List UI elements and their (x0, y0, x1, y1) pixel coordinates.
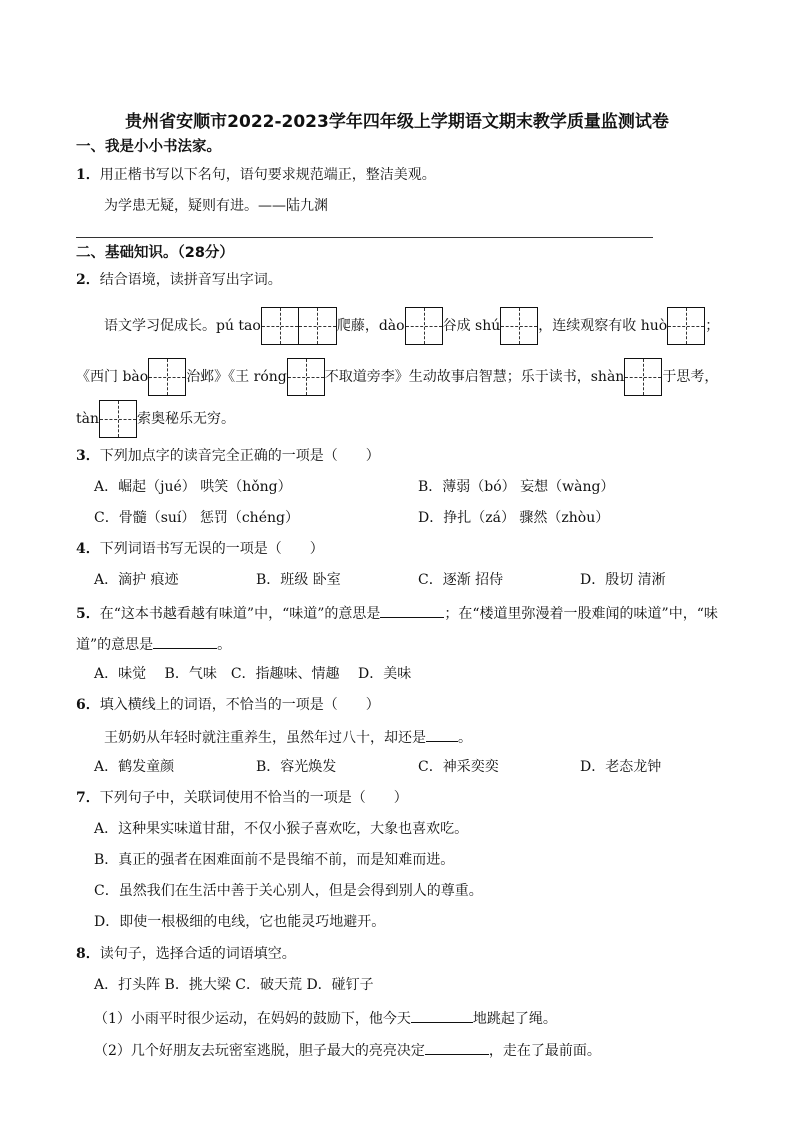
question-number: 4． (76, 541, 100, 557)
option-a[interactable]: A．这种果实味道甘甜，不仅小猴子喜欢吃，大象也喜欢吃。 (94, 821, 469, 837)
answer-blank[interactable] (426, 726, 458, 742)
option-a[interactable]: A．崛起（jué） 哄笑（hǒng） (94, 479, 292, 495)
question-7 (76, 788, 408, 808)
section-heading-1: 一、我是小小书法家。 (76, 139, 221, 155)
pinyin-text: 爬藤，dào (336, 318, 405, 334)
quote-text: 为学患无疑，疑则有进。——陆九渊 (104, 198, 328, 214)
question-5 (76, 602, 718, 624)
sentence-text: 王奶奶从年轻时就注重养生，虽然年过八十，却还是 (104, 730, 426, 746)
question-text: 下列加点字的读音完全正确的一项是（ ） (99, 448, 380, 464)
pinyin-text: 于思考， (662, 369, 719, 385)
question-6-sentence (104, 726, 472, 748)
question-3 (76, 446, 380, 466)
answer-blank[interactable] (380, 602, 444, 618)
question-number: 8． (76, 946, 100, 962)
tian-grid-box[interactable] (624, 358, 662, 396)
option-c[interactable]: C．骨髓（suí） 惩罚（chéng） (94, 510, 299, 526)
sentence-text: （2）几个好朋友去玩密室逃脱，胆子最大的亮亮决定 (94, 1043, 425, 1059)
pinyin-text: 谷成 shú (442, 318, 501, 334)
pinyin-text: 索奥秘乐无穷。 (137, 411, 235, 427)
sentence-2 (94, 1039, 601, 1061)
answer-blank[interactable] (411, 1007, 473, 1023)
sentence-text: 地跳起了绳。 (472, 1011, 557, 1027)
pinyin-text: tàn (76, 411, 99, 427)
answer-blank[interactable] (425, 1039, 489, 1055)
question-4 (76, 539, 324, 559)
options-row[interactable]: A．打头阵 B．挑大梁 C．破天荒 D．碰钉子 (94, 977, 374, 993)
pinyin-text: 治邺》《王 róng (186, 369, 287, 385)
option-a[interactable]: A．滴护 痕迹 (94, 572, 179, 588)
question-2 (76, 270, 282, 290)
sentence-text: ，走在了最前面。 (488, 1043, 601, 1059)
option-b[interactable]: B．班级 卧室 (256, 572, 341, 588)
tian-grid-box[interactable] (667, 307, 705, 345)
option-b[interactable]: B．薄弱（bó） 妄想（wàng） (418, 479, 615, 495)
tian-grid-box[interactable] (287, 358, 325, 396)
question-1 (76, 165, 436, 185)
tian-grid-box[interactable] (405, 307, 443, 345)
option-b[interactable]: B．容光焕发 (256, 759, 337, 775)
pinyin-line-2 (76, 357, 718, 397)
options-row[interactable]: A．味觉 B．气味 C．指趣味、情趣 D．美味 (94, 666, 412, 682)
pinyin-line-1 (104, 306, 719, 346)
pinyin-text: 不取道旁李》生动故事启智慧；乐于读书，shàn (324, 369, 625, 385)
answer-blank[interactable] (153, 633, 217, 649)
question-number: 3． (76, 448, 100, 464)
writing-line[interactable] (76, 237, 653, 238)
tian-grid-box[interactable] (299, 307, 337, 345)
option-d[interactable]: D．老态龙钟 (580, 759, 662, 775)
tian-grid-pair[interactable] (261, 307, 337, 345)
section-heading-2: 二、基础知识。（28分） (76, 245, 234, 261)
question-number: 1． (76, 167, 100, 183)
page-title: 贵州省安顺市2022-2023学年四年级上学期语文期末教学质量监测试卷 (125, 112, 669, 132)
question-text: 下列句子中，关联词使用不恰当的一项是（ ） (99, 790, 408, 806)
question-5-cont (76, 633, 231, 655)
sentence-1 (94, 1007, 557, 1029)
question-text: 填入横线上的词语，不恰当的一项是（ ） (99, 697, 380, 713)
tian-grid-box[interactable] (148, 358, 186, 396)
sentence-text: 。 (458, 730, 472, 746)
question-number: 5． (76, 606, 100, 622)
pinyin-text: ； (705, 318, 720, 334)
tian-grid-box[interactable] (261, 307, 299, 345)
question-text: 下列词语书写无误的一项是（ ） (99, 541, 324, 557)
pinyin-line-3 (76, 399, 235, 439)
question-text: 。 (217, 637, 232, 653)
option-d[interactable]: D．挣扎（zá） 骤然（zhòu） (418, 510, 610, 526)
question-text: 在“这本书越看越有味道”中，“味道”的意思是 (99, 606, 381, 622)
question-text: 读句子，选择合适的词语填空。 (99, 946, 296, 962)
pinyin-text: 《西门 bào (76, 369, 149, 385)
question-6 (76, 695, 380, 715)
question-number: 2． (76, 272, 100, 288)
question-text: 用正楷书写以下名句，语句要求规范端正，整洁美观。 (99, 167, 436, 183)
option-d[interactable]: D．即使一根极细的电线，它也能灵巧地避开。 (94, 914, 386, 930)
question-number: 6． (76, 697, 100, 713)
question-8 (76, 944, 296, 964)
pinyin-text: ，连续观察有收 huò (538, 318, 668, 334)
tian-grid-box[interactable] (99, 400, 137, 438)
question-text: 结合语境，读拼音写出字词。 (99, 272, 282, 288)
option-d[interactable]: D．殷切 清淅 (580, 572, 666, 588)
option-a[interactable]: A．鹤发童颜 (94, 759, 175, 775)
tian-grid-box[interactable] (500, 307, 538, 345)
option-b[interactable]: B．真正的强者在困难面前不是畏缩不前，而是知难而进。 (94, 852, 455, 868)
sentence-text: （1）小雨平时很少运动，在妈妈的鼓励下，他今天 (94, 1011, 411, 1027)
option-c[interactable]: C．逐渐 招侍 (418, 572, 504, 588)
option-c[interactable]: C．神采奕奕 (418, 759, 499, 775)
question-text: 道”的意思是 (76, 637, 154, 653)
question-number: 7． (76, 790, 100, 806)
option-c[interactable]: C．虽然我们在生活中善于关心别人，但是会得到别人的尊重。 (94, 883, 483, 899)
question-text: ；在“楼道里弥漫着一股难闻的味道”中，“味 (444, 606, 718, 622)
pinyin-text: 语文学习促成长。pú tao (104, 318, 261, 334)
